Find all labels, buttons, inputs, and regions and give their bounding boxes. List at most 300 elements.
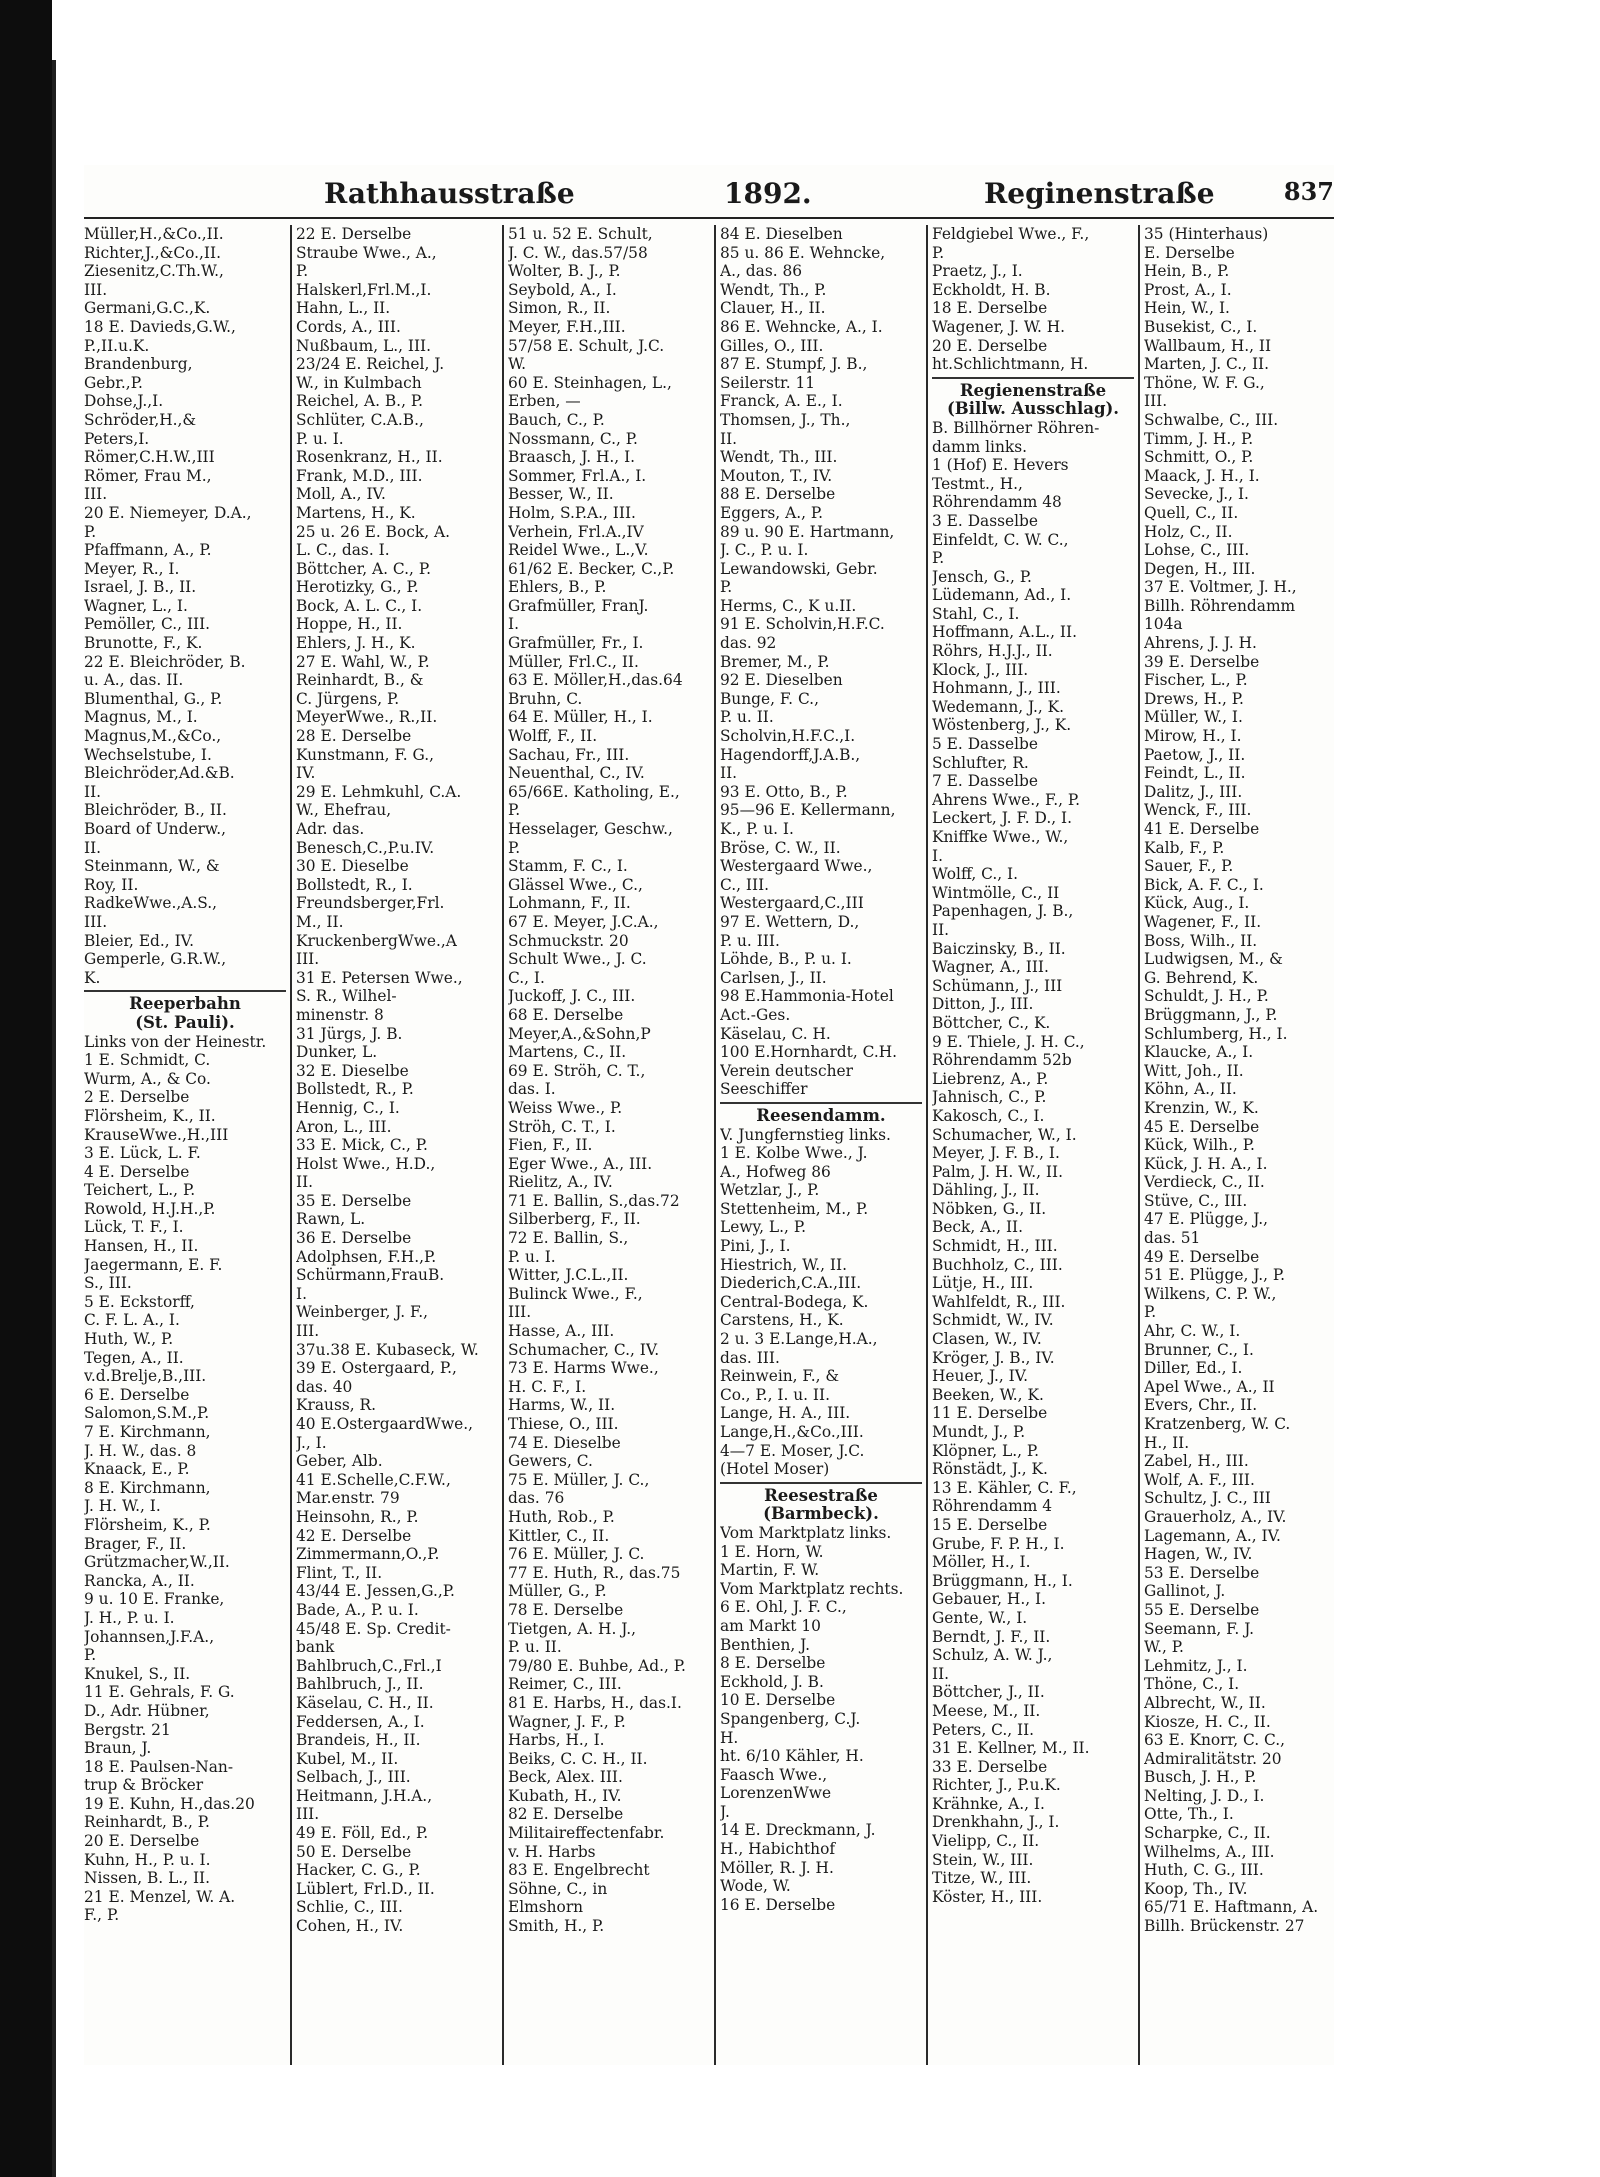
- directory-entry: Möller, H., I.: [932, 1553, 1031, 1572]
- directory-entry: Schlie, C., III.: [296, 1898, 403, 1917]
- directory-entry: I.: [296, 1284, 307, 1303]
- directory-entry: Steinmann, W., &: [84, 857, 220, 876]
- directory-entry: Kalb, F., P.: [1144, 838, 1225, 857]
- directory-entry: II.: [720, 764, 738, 783]
- directory-entry: Salomon,S.M.,P.: [84, 1404, 210, 1423]
- directory-entry: 89 u. 90 E. Hartmann,: [720, 522, 895, 541]
- directory-entry: Hahn, L., II.: [296, 299, 391, 318]
- directory-entry: Halskerl,Frl.M.,I.: [296, 280, 432, 299]
- directory-entry: M., II.: [296, 912, 344, 931]
- directory-entry: Sachau, Fr., III.: [508, 745, 630, 764]
- directory-entry: 104a: [1144, 615, 1183, 634]
- directory-entry: Nußbaum, L., III.: [296, 336, 432, 355]
- directory-entry: W., P.: [1144, 1638, 1184, 1657]
- directory-entry: 76 E. Müller, J. C.: [508, 1545, 645, 1564]
- directory-entry: P. u. II.: [508, 1638, 562, 1657]
- directory-entry: Bahlbruch, J., II.: [296, 1675, 424, 1694]
- directory-entry: 1 (Hof) E. Hevers: [932, 456, 1069, 475]
- directory-entry: Geber, Alb.: [296, 1452, 383, 1471]
- directory-entry: 16 E. Derselbe: [720, 1895, 836, 1914]
- directory-entry: 6 E. Ohl, J. F. C.,: [720, 1598, 847, 1617]
- directory-entry: Jahnisch, C., P.: [932, 1088, 1047, 1107]
- directory-entry: Gallinot, J.: [1144, 1582, 1226, 1601]
- directory-entry: 78 E. Derselbe: [508, 1600, 624, 1619]
- directory-entry: Krähnke, A., I.: [932, 1794, 1045, 1813]
- directory-entry: Rielitz, A., IV.: [508, 1173, 613, 1192]
- directory-entry: 53 E. Derselbe: [1144, 1563, 1260, 1582]
- directory-entry: 33 E. Derselbe: [932, 1757, 1048, 1776]
- directory-entry: Thöne, W. F. G.,: [1144, 373, 1265, 392]
- directory-entry: Grafmüller, FranJ.: [508, 596, 649, 615]
- directory-entry: Söhne, C., in: [508, 1879, 608, 1898]
- directory-entry: 73 E. Harms Wwe.,: [508, 1359, 659, 1378]
- directory-entry: Hesselager, Geschw.,: [508, 820, 673, 838]
- directory-entry: Wagner, L., I.: [84, 596, 188, 615]
- directory-entry: IV.: [296, 764, 316, 783]
- directory-entry: Vielipp, C., II.: [932, 1832, 1040, 1851]
- directory-entry: Kröger, J. B., IV.: [932, 1348, 1055, 1367]
- directory-entry: Straube Wwe., A.,: [296, 243, 437, 262]
- directory-entry: L. C., das. I.: [296, 541, 390, 560]
- directory-entry: Martens, H., K.: [296, 503, 416, 522]
- directory-entry: 85 u. 86 E. Wehncke,: [720, 243, 886, 262]
- directory-entry: Marten, J. C., II.: [1144, 355, 1269, 374]
- directory-entry: ht. 6/10 Kähler, H.: [720, 1747, 864, 1766]
- directory-entry: Richter,J.,&Co.,II.: [84, 243, 221, 262]
- directory-entry: Holm, S.P.A., III.: [508, 503, 636, 522]
- directory-entry: P.: [508, 801, 521, 820]
- directory-entry: Elmshorn: [508, 1898, 584, 1917]
- directory-entry: Bauch, C., P.: [508, 410, 605, 429]
- directory-entry: Franck, A. E., I.: [720, 392, 843, 411]
- directory-entry: 45 E. Derselbe: [1144, 1117, 1260, 1136]
- directory-entry: Beck, Alex. III.: [508, 1768, 623, 1787]
- directory-entry: Thomsen, J., Th.,: [720, 410, 851, 429]
- directory-entry: 49 E. Föll, Ed., P.: [296, 1824, 429, 1843]
- directory-entry: 91 E. Scholvin,H.F.C.: [720, 615, 885, 634]
- directory-entry: Rancka, A., II.: [84, 1571, 195, 1590]
- directory-entry: Brunner, C., I.: [1144, 1340, 1254, 1359]
- directory-entry: 14 E. Dreckmann, J.: [720, 1821, 876, 1840]
- directory-entry: Pemöller, C., III.: [84, 615, 211, 634]
- section-rule: [932, 377, 1134, 379]
- directory-entry: Erben, —: [508, 392, 581, 411]
- directory-entry: Hacker, C. G., P.: [296, 1861, 421, 1880]
- directory-entry: das. I.: [508, 1080, 556, 1099]
- directory-entry: Lagemann, A., IV.: [1144, 1526, 1281, 1545]
- directory-entry: Einfeldt, C. W. C.,: [932, 530, 1069, 549]
- directory-entry: 65/71 E. Haftmann, A.: [1144, 1898, 1319, 1917]
- directory-entry: Verein deutscher: [720, 1061, 853, 1080]
- directory-entry: 11 E. Gehrals, F. G.: [84, 1683, 235, 1702]
- directory-entry: Wagner, J. F., P.: [508, 1712, 626, 1731]
- column-divider: [502, 225, 504, 2065]
- directory-entry: 15 E. Derselbe: [932, 1515, 1048, 1534]
- directory-entry: Schröder,H.,&: [84, 410, 197, 429]
- directory-entry: Ahrens, J. J. H.: [1144, 634, 1257, 653]
- directory-entry: Röhrendamm 52b: [932, 1051, 1072, 1070]
- directory-entry: Timm, J. H., P.: [1144, 429, 1254, 448]
- directory-entry: Wagener, F., II.: [1144, 912, 1262, 931]
- directory-entry: Fien, F., II.: [508, 1136, 593, 1155]
- directory-entry: 79/80 E. Buhbe, Ad., P.: [508, 1656, 686, 1675]
- directory-entry: 77 E. Huth, R., das.75: [508, 1563, 681, 1582]
- directory-entry: 1 E. Horn, W.: [720, 1542, 824, 1561]
- directory-entry: 65/66E. Katholing, E.,: [508, 782, 680, 801]
- directory-entry: minenstr. 8: [296, 1005, 384, 1024]
- directory-entry: 83 E. Engelbrecht: [508, 1861, 650, 1880]
- directory-entry: 68 E. Derselbe: [508, 1005, 624, 1024]
- directory-entry: II.: [296, 1173, 314, 1192]
- directory-entry: Bollstedt, R., I.: [296, 875, 413, 894]
- directory-entry: Martin, F. W.: [720, 1561, 820, 1580]
- directory-entry: P.: [1144, 1303, 1157, 1322]
- directory-entry: Meyer, J. F. B., I.: [932, 1144, 1060, 1163]
- directory-entry: 11 E. Derselbe: [932, 1404, 1048, 1423]
- street-heading: Regienenstraße: [959, 381, 1107, 400]
- directory-entry: 47 E. Plügge, J.,: [1144, 1210, 1269, 1229]
- directory-entry: 3 E. Dasselbe: [932, 511, 1039, 530]
- directory-entry: Buchholz, C., III.: [932, 1255, 1063, 1274]
- directory-entry: Hohmann, J., III.: [932, 679, 1061, 698]
- directory-entry: Board of Underw.,: [84, 820, 227, 838]
- directory-entry: Admiralitätstr. 20: [1144, 1749, 1282, 1768]
- directory-entry: Feddersen, A., I.: [296, 1712, 425, 1731]
- directory-entry: Reichel, A. B., P.: [296, 392, 423, 411]
- directory-entry: Braun, J.: [84, 1739, 152, 1758]
- directory-entry: Römer,C.H.W.,III: [84, 448, 215, 467]
- directory-entry: Käselau, C. H.: [720, 1024, 831, 1043]
- directory-entry: 51 E. Plügge, J., P.: [1144, 1266, 1286, 1285]
- directory-entry: Titze, W., III.: [932, 1869, 1032, 1888]
- directory-entry: Wagner, A., III.: [932, 958, 1049, 977]
- directory-entry: Bleier, Ed., IV.: [84, 931, 194, 950]
- directory-entry: am Markt 10: [720, 1616, 821, 1635]
- directory-entry: 45/48 E. Sp. Credit-: [296, 1619, 451, 1638]
- directory-entry: Rosenkranz, H., II.: [296, 448, 443, 467]
- directory-entry: Schmidt, W., IV.: [932, 1311, 1054, 1330]
- directory-entry: Tietgen, A. H. J.,: [508, 1619, 637, 1638]
- directory-entry: Flörsheim, K., II.: [84, 1106, 216, 1125]
- directory-entry: Rowold, H.J.H.,P.: [84, 1199, 216, 1218]
- directory-entry: II.: [84, 782, 102, 801]
- directory-entry: B. Billhörner Röhren-: [932, 418, 1100, 437]
- directory-entry: Kubel, M., II.: [296, 1749, 399, 1768]
- directory-entry: III.: [296, 1805, 320, 1824]
- directory-columns: [84, 225, 1334, 2065]
- directory-entry: Westergaard Wwe.,: [720, 857, 873, 876]
- directory-entry: Röhrs, H.J.J., II.: [932, 642, 1053, 661]
- directory-entry: trup & Bröcker: [84, 1776, 204, 1795]
- directory-entry: Israel, J. B., II.: [84, 578, 197, 597]
- directory-entry: Dähling, J., II.: [932, 1181, 1040, 1200]
- directory-entry: Simon, R., II.: [508, 299, 611, 318]
- directory-entry: Ehlers, B., P.: [508, 578, 607, 597]
- directory-entry: 20 E. Derselbe: [932, 336, 1048, 355]
- directory-entry: 31 E. Petersen Wwe.,: [296, 968, 463, 987]
- directory-entry: Lütje, H., III.: [932, 1274, 1034, 1293]
- directory-entry: Clasen, W., IV.: [932, 1330, 1042, 1349]
- directory-entry: 57/58 E. Schult, J.C.: [508, 336, 665, 355]
- directory-entry: Peters, C., II.: [932, 1720, 1035, 1739]
- directory-entry: Feindt, L., II.: [1144, 764, 1246, 783]
- directory-entry: Hein, B., P.: [1144, 262, 1230, 281]
- directory-entry: Klock, J., III.: [932, 660, 1029, 679]
- directory-entry: Nelting, J. D., I.: [1144, 1786, 1265, 1805]
- directory-entry: Eckhold, J. B.: [720, 1672, 824, 1691]
- directory-entry: Dohse,J.,I.: [84, 392, 164, 411]
- directory-entry: Heuer, J., IV.: [932, 1367, 1029, 1386]
- directory-entry: W.: [508, 355, 527, 374]
- directory-entry: Huth, Rob., P.: [508, 1507, 615, 1526]
- directory-entry: 31 Jürgs, J. B.: [296, 1024, 403, 1043]
- directory-entry: Bulinck Wwe., F.,: [508, 1284, 643, 1303]
- directory-entry: Kück, J. H. A., I.: [1144, 1154, 1268, 1173]
- directory-entry: Prost, A., I.: [1144, 280, 1232, 299]
- page-number: 837: [1283, 177, 1334, 206]
- directory-entry: 74 E. Dieselbe: [508, 1433, 621, 1452]
- directory-entry: Stamm, F. C., I.: [508, 857, 628, 876]
- directory-entry: III.: [508, 1303, 532, 1322]
- directory-entry: Beeken, W., K.: [932, 1385, 1044, 1404]
- directory-entry: 84 E. Dieselben: [720, 225, 843, 243]
- directory-entry: Köhn, A., II.: [1144, 1080, 1237, 1099]
- directory-entry: Ditton, J., III.: [932, 995, 1034, 1014]
- directory-entry: Krenzin, W., K.: [1144, 1098, 1259, 1117]
- directory-entry: Meyer, R., I.: [84, 559, 180, 578]
- directory-entry: Kratzenberg, W. C.: [1144, 1415, 1291, 1433]
- directory-entry: Ehlers, J. H., K.: [296, 634, 416, 653]
- directory-entry: Bleichröder, B., II.: [84, 801, 227, 820]
- directory-entry: Mouton, T., IV.: [720, 466, 833, 485]
- directory-entry: P.: [296, 262, 309, 281]
- directory-entry: F., P.: [84, 1906, 120, 1925]
- directory-entry: Paetow, J., II.: [1144, 745, 1246, 764]
- directory-entry: Sevecke, J., I.: [1144, 485, 1249, 504]
- directory-entry: 69 E. Ströh, C. T.,: [508, 1061, 646, 1080]
- directory-entry: Heinsohn, R., P.: [296, 1507, 419, 1526]
- directory-entry: Köster, H., III.: [932, 1887, 1043, 1906]
- column-divider: [1138, 225, 1140, 2065]
- directory-entry: 10 E. Derselbe: [720, 1691, 836, 1710]
- directory-entry: Lüdemann, Ad., I.: [932, 586, 1072, 605]
- directory-entry: 30 E. Dieselbe: [296, 857, 409, 876]
- column-1: [84, 225, 286, 2065]
- directory-entry: Bruhn, C.: [508, 689, 583, 708]
- directory-entry: C. Jürgens, P.: [296, 689, 400, 708]
- directory-entry: C., III.: [720, 875, 770, 894]
- directory-entry: Nossmann, C., P.: [508, 429, 638, 448]
- directory-entry: Koop, Th., IV.: [1144, 1879, 1248, 1898]
- directory-entry: Beck, A., II.: [932, 1218, 1023, 1237]
- directory-entry: 43/44 E. Jessen,G.,P.: [296, 1582, 455, 1601]
- directory-entry: Ströh, C. T., I.: [508, 1117, 616, 1136]
- directory-entry: Flörsheim, K., P.: [84, 1515, 211, 1534]
- directory-entry: Palm, J. H. W., II.: [932, 1162, 1063, 1181]
- directory-entry: Hagendorff,J.A.B.,: [720, 745, 861, 764]
- directory-entry: Grafmüller, Fr., I.: [508, 634, 644, 653]
- directory-entry: Kittler, C., II.: [508, 1526, 610, 1545]
- directory-entry: 63 E. Knorr, C. C.,: [1144, 1731, 1286, 1750]
- directory-entry: 88 E. Derselbe: [720, 485, 836, 504]
- directory-entry: Germani,G.C.,K.: [84, 299, 211, 318]
- directory-entry: Müller, G., P.: [508, 1582, 607, 1601]
- directory-entry: Müller, Frl.C., II.: [508, 652, 639, 671]
- directory-entry: 6 E. Derselbe: [84, 1385, 190, 1404]
- directory-entry: III.: [296, 1322, 320, 1341]
- directory-entry: Zimmermann,O.,P.: [296, 1545, 440, 1564]
- directory-entry: Faasch Wwe.,: [720, 1765, 828, 1784]
- directory-entry: 67 E. Meyer, J.C.A.,: [508, 912, 659, 931]
- directory-entry: Baiczinsky, B., II.: [932, 939, 1066, 958]
- directory-entry: Lange, H. A., III.: [720, 1404, 851, 1423]
- directory-entry: Adr. das.: [296, 820, 365, 838]
- directory-entry: Müller,H.,&Co.,II.: [84, 225, 224, 243]
- directory-entry: 60 E. Steinhagen, L.,: [508, 373, 672, 392]
- directory-entry: Eger Wwe., A., III.: [508, 1154, 653, 1173]
- directory-entry: Dunker, L.: [296, 1043, 378, 1062]
- directory-entry: 4 E. Derselbe: [84, 1162, 190, 1181]
- directory-entry: Wendt, Th., III.: [720, 448, 838, 467]
- directory-entry: Wechselstube, I.: [84, 745, 212, 764]
- directory-entry: Evers, Chr., II.: [1144, 1396, 1258, 1415]
- directory-entry: Hein, W., I.: [1144, 299, 1230, 318]
- directory-entry: Röhrendamm 4: [932, 1497, 1053, 1516]
- directory-entry: Harbs, H., I.: [508, 1731, 605, 1750]
- directory-entry: Eggers, A., P.: [720, 503, 824, 522]
- directory-entry: P.: [84, 1646, 97, 1665]
- directory-entry: Smith, H., P.: [508, 1917, 605, 1936]
- directory-entry: Schultz, J. C., III: [1144, 1489, 1271, 1508]
- directory-entry: 40 E.OstergaardWwe.,: [296, 1415, 474, 1433]
- street-heading: Reesestraße: [764, 1486, 878, 1505]
- directory-entry: Ahrens Wwe., F., P.: [932, 790, 1081, 809]
- directory-entry: Cohen, H., IV.: [296, 1917, 404, 1936]
- street-heading: Reeperbahn: [129, 995, 241, 1014]
- directory-entry: Eckholdt, H. B.: [932, 280, 1051, 299]
- directory-entry: A., Hofweg 86: [720, 1162, 831, 1181]
- directory-entry: K.: [84, 968, 101, 987]
- directory-entry: Klöpner, L., P.: [932, 1441, 1040, 1460]
- directory-entry: 63 E. Möller,H.,das.64: [508, 671, 683, 690]
- directory-entry: das. 92: [720, 634, 777, 653]
- directory-entry: Hoffmann, A.L., II.: [932, 623, 1077, 642]
- street-heading: Reesendamm.: [756, 1106, 886, 1125]
- directory-entry: 20 E. Derselbe: [84, 1832, 200, 1851]
- directory-entry: Selbach, J., III.: [296, 1768, 411, 1787]
- directory-entry: Verdieck, C., II.: [1144, 1173, 1265, 1192]
- directory-entry: Zabel, H., III.: [1144, 1452, 1249, 1471]
- directory-entry: 39 E. Ostergaard, P.,: [296, 1359, 457, 1378]
- directory-entry: 50 E. Derselbe: [296, 1842, 412, 1861]
- directory-entry: Kuhn, H., P. u. I.: [84, 1850, 211, 1869]
- directory-entry: Carstens, H., K.: [720, 1311, 844, 1330]
- header-rule: [84, 217, 1334, 219]
- directory-entry: Bunge, F. C.,: [720, 689, 819, 708]
- directory-entry: 2 E. Derselbe: [84, 1088, 190, 1107]
- directory-entry: Wilkens, C. P. W.,: [1144, 1284, 1277, 1303]
- directory-entry: Seybold, A., I.: [508, 280, 617, 299]
- directory-entry: K., P. u. I.: [720, 820, 794, 838]
- directory-entry: Drews, H., P.: [1144, 689, 1244, 708]
- directory-entry: J.: [720, 1802, 730, 1821]
- directory-entry: Wallbaum, H., II: [1144, 336, 1272, 355]
- directory-entry: Stettenheim, M., P.: [720, 1199, 869, 1218]
- directory-entry: Vom Marktplatz links.: [720, 1523, 892, 1542]
- directory-entry: E. Derselbe: [1144, 243, 1235, 262]
- directory-entry: Wolf, A. F., III.: [1144, 1470, 1255, 1489]
- directory-entry: Otte, Th., I.: [1144, 1805, 1234, 1824]
- column-4: [720, 225, 922, 2065]
- directory-entry: KruckenbergWwe.,A: [296, 931, 457, 950]
- directory-entry: 37u.38 E. Kubaseck, W.: [296, 1340, 479, 1359]
- directory-entry: G. Behrend, K.: [1144, 968, 1259, 987]
- directory-entry: Ludwigsen, M., &: [1144, 950, 1283, 969]
- directory-entry: Quell, C., II.: [1144, 503, 1239, 522]
- directory-entry: 18 E. Derselbe: [932, 299, 1048, 318]
- directory-entry: Huth, C. G., III.: [1144, 1861, 1264, 1880]
- header-year: 1892.: [724, 177, 812, 210]
- directory-entry: Reinwein, F., &: [720, 1367, 840, 1386]
- directory-entry: Wagener, J. W. H.: [932, 317, 1066, 336]
- directory-entry: Reinhardt, B., P.: [84, 1813, 210, 1832]
- directory-entry: 64 E. Müller, H., I.: [508, 708, 653, 727]
- directory-entry: Gebr.,P.: [84, 373, 143, 392]
- directory-entry: Wetzlar, J., P.: [720, 1181, 820, 1200]
- directory-entry: 100 E.Hornhardt, C.H.: [720, 1043, 898, 1062]
- directory-entry: Hennig, C., I.: [296, 1098, 400, 1117]
- column-divider: [926, 225, 928, 2065]
- directory-entry: Leckert, J. F. D., I.: [932, 809, 1072, 828]
- directory-entry: Meese, M., II.: [932, 1701, 1041, 1720]
- directory-entry: J. H., P. u. I.: [84, 1608, 175, 1627]
- directory-entry: Meyer, F.H.,III.: [508, 317, 626, 336]
- directory-entry: 51 u. 52 E. Schult,: [508, 225, 653, 243]
- directory-entry: I.: [932, 846, 943, 865]
- directory-entry: III.: [1144, 392, 1168, 411]
- directory-entry: 1 E. Kolbe Wwe., J.: [720, 1144, 868, 1163]
- directory-entry: Cords, A., III.: [296, 317, 401, 336]
- directory-entry: 29 E. Lehmkuhl, C.A.: [296, 782, 462, 801]
- directory-entry: 18 E. Davieds,G.W.,: [84, 317, 236, 336]
- directory-entry: Jensch, G., P.: [932, 567, 1032, 586]
- directory-entry: u. A., das. II.: [84, 671, 184, 690]
- directory-entry: 87 E. Stumpf, J. B.,: [720, 355, 868, 374]
- directory-entry: 18 E. Paulsen-Nan-: [84, 1757, 234, 1776]
- directory-entry: Carlsen, J., II.: [720, 968, 827, 987]
- directory-entry: Witter, J.C.L.,II.: [508, 1266, 629, 1285]
- directory-entry: Links von der Heinestr.: [84, 1032, 267, 1051]
- directory-entry: Schwalbe, C., III.: [1144, 410, 1279, 429]
- directory-entry: 2 u. 3 E.Lange,H.A.,: [720, 1330, 878, 1349]
- directory-entry: Schmitt, O., P.: [1144, 448, 1254, 467]
- directory-entry: Apel Wwe., A., II: [1144, 1377, 1275, 1396]
- directory-entry: 49 E. Derselbe: [1144, 1247, 1260, 1266]
- directory-entry: Dalitz, J., III.: [1144, 782, 1243, 801]
- directory-entry: P.: [932, 243, 945, 262]
- section-rule: [720, 1102, 922, 1104]
- directory-entry: Nöbken, G., II.: [932, 1199, 1047, 1218]
- directory-entry: Brandeis, H., II.: [296, 1731, 421, 1750]
- directory-entry: Wurm, A., & Co.: [84, 1069, 211, 1088]
- directory-entry: 5 E. Eckstorff,: [84, 1292, 195, 1311]
- directory-entry: P.: [720, 578, 733, 597]
- directory-entry: Schmuckstr. 20: [508, 931, 629, 950]
- section-rule: [720, 1482, 922, 1484]
- directory-entry: Möller, R. J. H.: [720, 1858, 834, 1877]
- directory-entry: 92 E. Dieselben: [720, 671, 843, 690]
- directory-entry: Lange,H.,&Co.,III.: [720, 1423, 864, 1441]
